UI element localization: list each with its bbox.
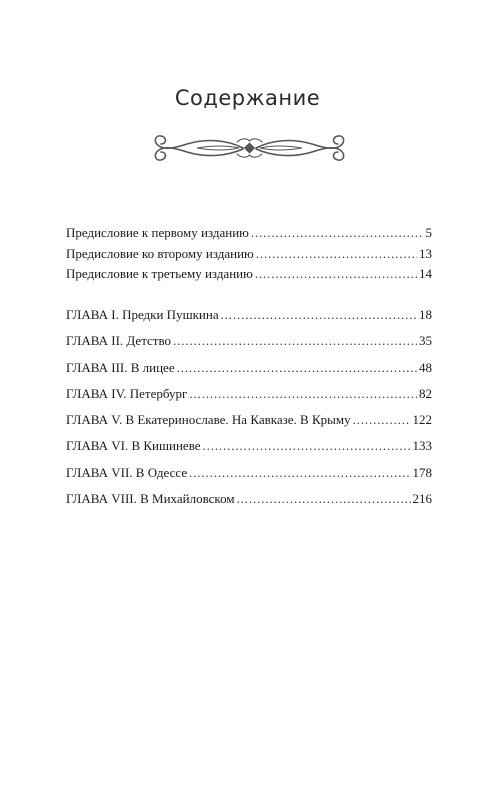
toc-entry[interactable]: [66, 302, 432, 328]
toc-page-number: 14: [419, 266, 432, 281]
toc-entry-label: Предисловие к первому изданию: [66, 225, 249, 240]
toc-dot-leader: [251, 223, 424, 244]
toc-entry-label: ГЛАВА VII. В Одессе: [66, 464, 188, 480]
toc-entry-label: ГЛАВА VIII. В Михайловском: [66, 491, 235, 507]
toc-entry-label: ГЛАВА VI. В Кишиневе: [66, 438, 201, 454]
toc-dot-leader: [221, 302, 417, 328]
toc-entry[interactable]: [66, 355, 432, 381]
toc-entry-label: ГЛАВА I. Предки Пушкина: [66, 307, 219, 322]
toc-entry[interactable]: [66, 486, 432, 512]
flourish-divider-icon: [147, 130, 352, 166]
toc-entry-label: ГЛАВА V. В Екатеринославе. На Кавказе. В Крыму: [66, 412, 351, 428]
toc-dot-leader: [256, 244, 417, 265]
toc-entry[interactable]: [66, 264, 432, 285]
toc-entry[interactable]: [66, 244, 432, 265]
toc-page-number: 13: [419, 245, 432, 261]
toc-prefaces: [66, 223, 432, 285]
toc-entry-label: ГЛАВА III. В лицее: [66, 359, 175, 375]
toc-dot-leader: [255, 264, 417, 285]
toc-page-number: 133: [412, 438, 432, 454]
toc-dot-leader: [189, 381, 417, 407]
toc-entry-label: ГЛАВА II. Детство: [66, 333, 172, 349]
toc-entry-label: Предисловие к третьему изданию: [66, 266, 253, 281]
toc-page-number: 48: [419, 359, 432, 375]
toc-dot-leader: [237, 486, 411, 512]
toc-page-number: 216: [412, 491, 432, 507]
toc-page-number: 18: [419, 307, 432, 322]
toc-entry[interactable]: [66, 223, 432, 244]
toc-dot-leader: [203, 433, 411, 459]
toc-dot-leader: [177, 355, 417, 381]
toc-page-number: 35: [419, 333, 432, 349]
page-title: Содержание: [174, 86, 321, 110]
toc-dot-leader: [189, 460, 410, 486]
toc-dot-leader: [353, 407, 411, 433]
toc-entry[interactable]: [66, 460, 432, 486]
toc-entry[interactable]: [66, 407, 432, 433]
toc-page-number: 82: [419, 385, 432, 401]
toc-page-number: 5: [425, 225, 432, 240]
toc-dot-leader: [173, 328, 417, 354]
toc-entry-label: ГЛАВА IV. Петербург: [66, 385, 188, 401]
toc-chapters: [66, 302, 432, 512]
toc-entry[interactable]: [66, 433, 432, 459]
toc-entry[interactable]: [66, 328, 432, 354]
toc-page-number: 122: [412, 412, 432, 428]
toc-entry[interactable]: [66, 381, 432, 407]
toc-page-number: 178: [412, 464, 432, 480]
toc-entry-label: Предисловие ко второму изданию: [66, 245, 254, 261]
